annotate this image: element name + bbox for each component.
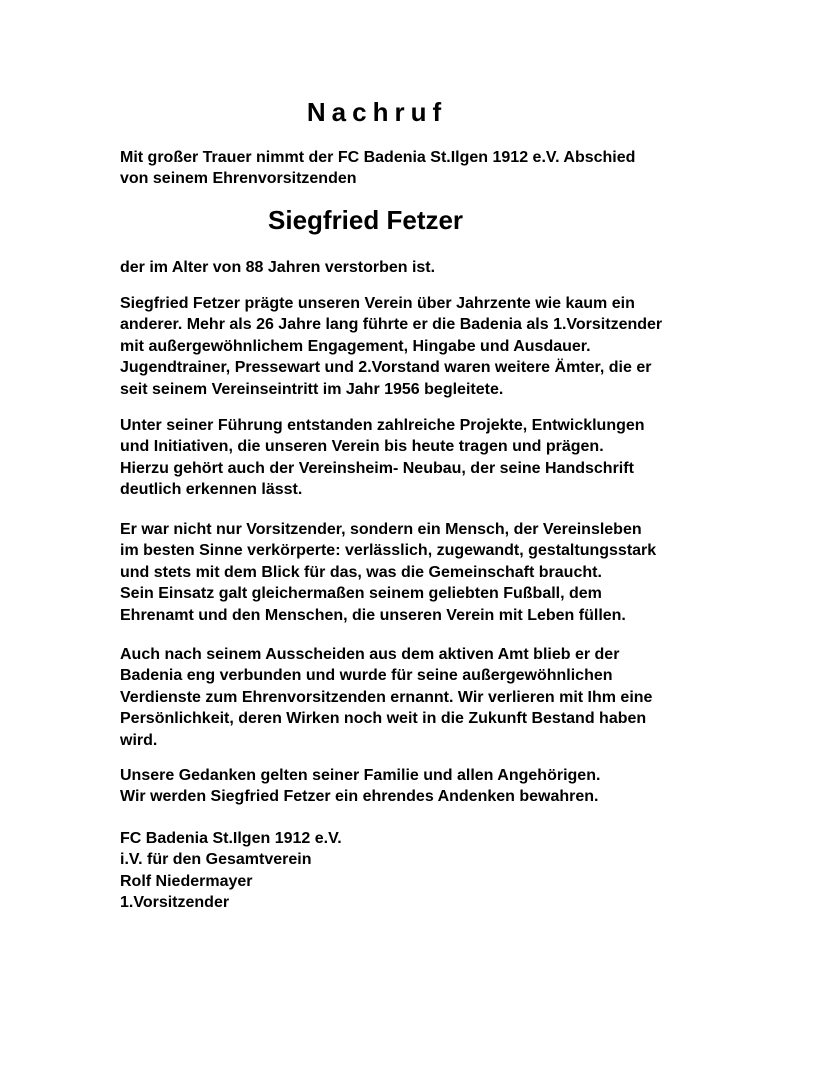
text-line: seit seinem Vereinseintritt im Jahr 1956 begleitete. [120,380,504,398]
text-line: Persönlichkeit, deren Wirken noch weit in die Zukunft Bestand haben [120,710,647,728]
signature-person: Rolf Niedermayer [120,872,253,890]
signature-club: FC Badenia St.Ilgen 1912 e.V. [120,830,342,847]
text-line: mit außergewöhnlichem Engagement, Hingabe und Ausdauer. [120,337,591,355]
text-line: Er war nicht nur Vorsitzender, sondern ein Mensch, der Vereinsleben [120,521,642,538]
paragraph-1 [120,293,720,400]
text-line: Verdienste zum Ehrenvorsitzenden ernannt. Wir verlieren mit Ihm eine [120,688,653,706]
text-line: Wir werden Siegfried Fetzer ein ehrendes Andenken bewahren. [120,788,599,806]
paragraph-4 [120,644,720,751]
text-line: Jugendtrainer, Pressewart und 2.Vorstand waren weitere Ämter, die er [120,359,652,377]
text-line: wird. [120,731,158,749]
page-title: Nachruf [306,97,448,127]
text-line: und Initiativen, die unseren Verein bis heute tragen und prägen. [120,438,604,456]
text-line: und stets mit dem Blick für das, was die Gemeinschaft braucht. [120,563,602,581]
text-line: Auch nach seinem Ausscheiden aus dem aktiven Amt blieb er der [120,646,620,663]
signature-on-behalf: i.V. für den Gesamtverein [120,851,312,869]
paragraph-3 [120,519,720,626]
text-line: Hierzu gehört auch der Vereinsheim- Neubau, der seine Handschrift [120,459,634,477]
text-line: anderer. Mehr als 26 Jahre lang führte er die Badenia als 1.Vorsitzender [120,316,663,334]
deceased-name: Siegfried Fetzer [268,205,464,235]
age-line [120,257,720,278]
intro-text [120,147,720,189]
text-line: Unter seiner Führung entstanden zahlreiche Projekte, Entwicklungen [120,417,645,434]
text-line: Badenia eng verbunden und wurde für seine außergewöhnlichen [120,667,613,685]
paragraph-2 [120,415,720,501]
text-line: Ehrenamt und den Menschen, die unseren Verein mit Leben füllen. [120,606,626,624]
intro-line: von seinem Ehrenvorsitzenden [120,170,357,187]
intro-line: Mit großer Trauer nimmt der FC Badenia St.Ilgen 1912 e.V. Abschied [120,149,636,166]
text-line: Siegfried Fetzer prägte unseren Verein über Jahrzente wie kaum ein [120,295,635,312]
signature-block [120,828,720,914]
text-line: Sein Einsatz galt gleichermaßen seinem geliebten Fußball, dem [120,585,602,603]
signature-role: 1.Vorsitzender [120,894,230,912]
age-line-text: der im Alter von 88 Jahren verstorben ist. [120,259,436,276]
text-line: Unsere Gedanken gelten seiner Familie und allen Angehörigen. [120,767,601,784]
text-line: deutlich erkennen lässt. [120,481,303,499]
text-line: im besten Sinne verkörperte: verlässlich, zugewandt, gestaltungsstark [120,542,657,560]
paragraph-5 [120,765,720,808]
